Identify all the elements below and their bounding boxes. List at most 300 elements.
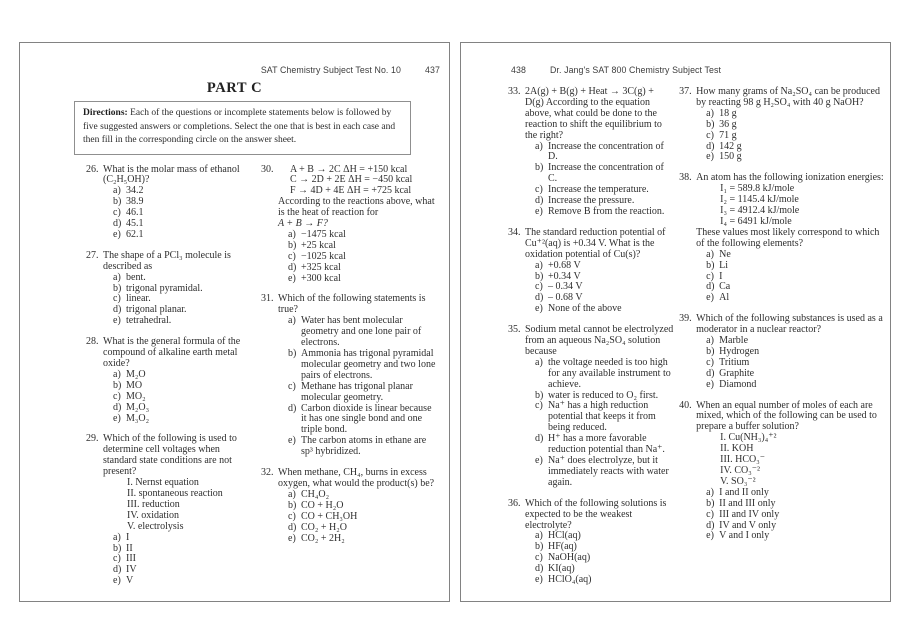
question-body	[103, 337, 256, 424]
choice-label: d)	[706, 281, 715, 293]
choice-text: trigonal planar.	[126, 304, 187, 316]
choice-text: Marble	[719, 335, 749, 347]
question-stem: An atom has the following ionization energies:	[696, 172, 884, 184]
choice-text: III and IV only	[719, 508, 780, 520]
question-body	[525, 228, 674, 315]
running-title: Dr. Jang's SAT 800 Chemistry Subject Test	[549, 65, 722, 75]
choice-label: a)	[706, 107, 714, 119]
answer-choice	[103, 392, 256, 403]
choice-text: The carbon atoms in ethane are sp³ hybridized.	[301, 435, 427, 458]
roman-item: III. reduction	[127, 498, 180, 510]
right-running-header	[461, 65, 890, 75]
choices	[525, 358, 674, 489]
choice-text: tetrahedral.	[126, 315, 172, 327]
choice-label: d)	[288, 521, 297, 533]
answer-choice	[696, 131, 890, 142]
question-number: 29.	[86, 433, 99, 445]
choice-label: e)	[113, 412, 121, 424]
answer-choice	[278, 349, 437, 382]
choice-label: e)	[535, 574, 543, 586]
choice-text: – 0.68 V	[548, 292, 583, 304]
right-page-columns	[508, 87, 890, 596]
question-body	[525, 87, 674, 218]
choice-label: c)	[535, 184, 543, 196]
choice-text: Ca	[719, 281, 731, 293]
question-column	[508, 87, 674, 596]
page-number: 437	[425, 65, 440, 75]
question-number: 33.	[508, 86, 521, 97]
choice-text: Increase the concentration of C.	[548, 162, 664, 185]
choice-text: IV and V only	[719, 519, 777, 531]
question	[86, 434, 256, 587]
question	[261, 165, 437, 285]
choice-label: d)	[288, 261, 297, 273]
question-number: 34.	[508, 226, 521, 238]
choices	[696, 488, 890, 543]
choice-text: Diamond	[719, 378, 757, 390]
choice-text: I	[126, 531, 130, 543]
choice-text: 45.1	[126, 218, 144, 230]
choice-label: a)	[113, 185, 121, 197]
equation-line: F → 4D + 4E ΔH = +725 kcal	[290, 185, 412, 197]
choice-label: e)	[706, 292, 714, 304]
choice-text: Carbon dioxide is linear because it has one single bond and one triple bond.	[301, 402, 432, 436]
choice-text: Increase the concentration of D.	[548, 140, 664, 163]
choices	[525, 261, 674, 316]
question-number: 31.	[261, 293, 274, 305]
equation-block	[278, 165, 437, 198]
choice-label: d)	[288, 402, 297, 414]
question-stem: Which of the following statements is true?	[278, 293, 426, 316]
choice-text: 38.9	[126, 196, 144, 208]
choice-text: trigonal pyramidal.	[126, 282, 203, 294]
answer-choice	[696, 261, 890, 272]
choice-label: d)	[706, 367, 715, 379]
choice-label: c)	[706, 508, 714, 520]
choice-label: d)	[706, 140, 715, 152]
choice-label: e)	[706, 378, 714, 390]
choice-text: I and II only	[719, 486, 769, 498]
choice-label: b)	[535, 162, 544, 174]
answer-choice	[525, 142, 674, 164]
choice-text: CH₄O₂	[301, 488, 330, 500]
left-page-columns	[86, 165, 449, 598]
choice-label: d)	[113, 304, 122, 316]
answer-choice	[103, 316, 256, 327]
choice-text: water is reduced to O₂ first.	[548, 389, 659, 401]
answer-choice	[696, 293, 890, 304]
choice-label: c)	[113, 390, 121, 402]
choice-text: V	[126, 575, 134, 587]
choice-text: CO + H₂O	[301, 499, 344, 511]
answer-choice	[103, 403, 256, 414]
choice-text: Hydrogen	[719, 345, 760, 357]
choices	[278, 490, 437, 545]
answer-choice	[278, 263, 437, 274]
choice-text: 71 g	[719, 129, 737, 141]
choice-label: d)	[535, 433, 544, 445]
choice-label: e)	[113, 575, 121, 587]
answer-choice	[103, 576, 256, 587]
choice-label: b)	[113, 379, 122, 391]
question-number: 30.	[261, 163, 274, 175]
question-number: 26.	[86, 163, 99, 175]
answer-choice	[696, 152, 890, 163]
choice-label: c)	[288, 380, 296, 392]
choices	[103, 186, 256, 241]
left-page	[19, 42, 450, 602]
choice-text: 18 g	[719, 107, 737, 119]
question-column	[86, 165, 256, 598]
choice-text: +0.68 V	[548, 259, 581, 271]
question	[679, 173, 890, 304]
left-running-header	[20, 65, 449, 75]
choice-label: c)	[706, 356, 714, 368]
choice-text: +325 kcal	[301, 261, 341, 273]
answer-choice	[525, 575, 674, 586]
right-page	[460, 42, 891, 602]
roman-item: IV. CO₃⁻²	[720, 465, 761, 476]
roman-item: I. Nernst equation	[127, 477, 199, 489]
choice-text: Li	[719, 259, 729, 271]
answer-choice	[278, 436, 437, 458]
answer-choice	[278, 512, 437, 523]
choice-label: c)	[288, 510, 296, 522]
answer-choice	[525, 304, 674, 315]
question	[508, 87, 674, 218]
choices	[103, 273, 256, 328]
roman-item: I₃ = 4912.4 kJ/mole	[720, 205, 800, 217]
question	[679, 87, 890, 163]
choice-label: a)	[535, 140, 543, 152]
choice-label: a)	[113, 531, 121, 543]
choice-label: b)	[706, 118, 715, 130]
answer-choice	[278, 316, 437, 349]
question-body	[525, 325, 674, 489]
choice-text: Remove B from the reaction.	[548, 205, 665, 217]
choice-label: b)	[113, 542, 122, 554]
question-number: 35.	[508, 324, 521, 336]
choice-text: 150 g	[719, 151, 742, 163]
question-body	[278, 294, 437, 458]
choice-label: c)	[706, 270, 714, 282]
choice-text: I	[719, 270, 723, 282]
choice-text: M₂O	[126, 368, 146, 380]
answer-choice	[103, 273, 256, 284]
choice-text: Graphite	[719, 367, 755, 379]
question-body	[103, 251, 256, 327]
choice-text: II	[126, 542, 133, 554]
question-number: 27.	[86, 249, 99, 261]
choice-text: M₃O₂	[126, 412, 150, 424]
choices	[525, 531, 674, 586]
choice-text: Ne	[719, 248, 731, 260]
question-number: 37.	[679, 86, 692, 97]
question-stem: Which of the following is used to determine cell voltages when standard state conditions are not present?	[103, 433, 237, 478]
choice-label: a)	[535, 259, 543, 271]
question-stem-continued: These values most likely correspond to which of the following elements?	[696, 226, 880, 249]
choice-label: e)	[288, 272, 296, 284]
question-stem: The shape of a PCl₃ molecule is described as	[103, 249, 231, 272]
question-stem-italic: A + B → F?	[278, 218, 328, 230]
choice-text: HCl(aq)	[548, 530, 581, 542]
question	[508, 228, 674, 315]
choice-label: d)	[535, 563, 544, 575]
answer-choice	[525, 401, 674, 434]
choice-label: d)	[113, 564, 122, 576]
section-title: PART C	[206, 80, 263, 96]
question-number: 39.	[679, 313, 692, 325]
question-body	[696, 314, 890, 390]
choice-text: 142 g	[719, 140, 742, 152]
question	[508, 499, 674, 586]
roman-list	[696, 433, 890, 488]
question	[679, 314, 890, 390]
question	[86, 251, 256, 327]
question	[508, 325, 674, 489]
choice-text: +300 kcal	[301, 272, 341, 284]
choice-text: Ammonia has trigonal pyramidal molecular geometry and two lone pairs of electrons.	[301, 348, 436, 381]
roman-item: V. SO₃⁻²	[720, 475, 756, 487]
answer-choice	[525, 163, 674, 185]
answer-choice	[278, 404, 437, 437]
question-number: 32.	[261, 467, 274, 479]
choice-label: c)	[288, 250, 296, 262]
roman-item: V. electrolysis	[127, 520, 184, 532]
answer-choice	[525, 358, 674, 391]
answer-choice	[525, 261, 674, 272]
choice-label: a)	[288, 488, 296, 500]
answer-choice	[278, 523, 437, 534]
directions-text: Each of the questions or incomplete statements below is followed by five suggested answers or completions. Select the one that is best in each case and then fill in the corresponding circle on the answer sheet.	[83, 108, 396, 145]
choice-label: b)	[535, 389, 544, 401]
answer-choice	[103, 533, 256, 544]
choice-label: a)	[535, 356, 543, 368]
answer-choice	[525, 207, 674, 218]
answer-choice	[525, 434, 674, 456]
choice-text: HClO₄(aq)	[548, 574, 592, 586]
choice-text: CO + CH₃OH	[301, 510, 358, 522]
choices	[696, 250, 890, 305]
choice-label: e)	[288, 435, 296, 447]
roman-list	[696, 184, 890, 228]
choice-text: linear.	[126, 293, 151, 305]
question-body	[103, 434, 256, 587]
choice-text: HF(aq)	[548, 541, 577, 553]
question-body	[696, 87, 890, 163]
question-number: 38.	[679, 172, 692, 184]
choice-text: 62.1	[126, 228, 144, 240]
choice-text: Na⁺ does electrolyze, but it immediately reacts with water again.	[548, 455, 669, 488]
question-body	[696, 401, 890, 543]
answer-choice	[278, 534, 437, 545]
choice-text: 36 g	[719, 118, 737, 130]
roman-item: I. Cu(NH₃)₄⁺²	[720, 432, 777, 444]
equation-line: C → 2D + 2E ΔH = −450 kcal	[290, 174, 413, 186]
choice-text: Increase the temperature.	[548, 184, 649, 196]
choice-label: a)	[535, 530, 543, 542]
choices	[696, 109, 890, 164]
directions-box	[74, 101, 411, 155]
answer-choice	[696, 531, 890, 542]
answer-choice	[103, 414, 256, 425]
choice-label: b)	[706, 345, 715, 357]
choice-label: e)	[535, 205, 543, 217]
choice-text: +0.34 V	[548, 270, 581, 282]
question	[261, 468, 437, 544]
question-stem: When an equal number of moles of each are mixed, which of the following can be used to prepare a buffer solution?	[696, 399, 877, 433]
choice-text: MO₂	[126, 390, 146, 402]
question-stem: Sodium metal cannot be electrolyzed from an aqueous Na₂SO₄ solution because	[525, 324, 674, 357]
question	[679, 401, 890, 543]
question-stem: How many grams of Na₂SO₄ can be produced by reacting 98 g H₂SO₄ with 40 g NaOH?	[696, 86, 880, 108]
choice-label: a)	[706, 248, 714, 260]
choice-label: d)	[535, 292, 544, 304]
question-column	[679, 87, 890, 596]
question-stem: When methane, CH₄, burns in excess oxygen, what would the product(s) be?	[278, 467, 435, 489]
question-body	[278, 468, 437, 544]
choice-label: a)	[113, 271, 121, 283]
choices	[278, 316, 437, 458]
choice-text: −1475 kcal	[301, 228, 346, 240]
choice-label: d)	[113, 401, 122, 413]
question-number: 28.	[86, 336, 99, 348]
choice-label: b)	[113, 282, 122, 294]
choice-label: d)	[706, 519, 715, 531]
choice-label: e)	[113, 228, 121, 240]
choice-label: a)	[288, 315, 296, 327]
choices	[278, 230, 437, 285]
running-title: SAT Chemistry Subject Test No. 10	[260, 65, 402, 75]
roman-item: III. HCO₃⁻	[720, 454, 765, 466]
choice-label: b)	[288, 239, 297, 251]
question-stem: According to the reactions above, what is the heat of reaction for	[278, 196, 435, 219]
choice-text: NaOH(aq)	[548, 552, 591, 564]
choice-text: KI(aq)	[548, 563, 575, 575]
answer-choice	[696, 380, 890, 391]
roman-item: II. spontaneous reaction	[127, 487, 223, 499]
choice-label: d)	[535, 195, 544, 207]
choice-label: e)	[535, 303, 543, 315]
choice-label: c)	[535, 400, 543, 412]
answer-choice	[525, 456, 674, 489]
answer-choice	[103, 230, 256, 241]
question-stem: 2A(g) + B(g) + Heat → 3C(g) + D(g) According to the equation above, what could be done to the reaction to shift the equilibrium to the right?	[525, 86, 662, 141]
choice-label: e)	[113, 315, 121, 327]
answer-choice	[278, 382, 437, 404]
choice-text: Increase the pressure.	[548, 195, 635, 207]
choice-label: b)	[113, 196, 122, 208]
question-stem: Which of the following substances is used as a moderator in a nuclear reactor?	[696, 313, 883, 336]
choice-label: a)	[706, 486, 714, 498]
question-column	[261, 165, 437, 598]
roman-item: I₄ = 6491 kJ/mole	[720, 215, 792, 227]
question-body	[525, 499, 674, 586]
choice-label: e)	[706, 530, 714, 542]
choice-text: 34.2	[126, 185, 144, 197]
answer-choice	[696, 499, 890, 510]
choice-label: c)	[113, 293, 121, 305]
equation-line: A + B → 2C ΔH = +150 kcal	[290, 163, 408, 175]
choice-label: b)	[706, 259, 715, 271]
choice-text: +25 kcal	[301, 239, 336, 251]
choice-text: Methane has trigonal planar molecular geometry.	[301, 380, 413, 403]
choice-text: IV	[126, 564, 137, 576]
choice-label: b)	[706, 497, 715, 509]
roman-item: IV. oxidation	[127, 509, 180, 521]
choices	[103, 533, 256, 588]
choice-text: M₂O₃	[126, 401, 150, 413]
answer-choice	[696, 250, 890, 261]
choice-text: II and III only	[719, 497, 776, 509]
choice-label: b)	[535, 541, 544, 553]
choice-label: b)	[288, 348, 297, 359]
question-stem: The standard reduction potential of Cu⁺²(aq) is +0.34 V. What is the oxidation potential of Cu(s)?	[525, 226, 666, 260]
choice-label: a)	[288, 228, 296, 240]
choice-label: c)	[706, 129, 714, 141]
question	[86, 165, 256, 241]
choice-label: d)	[113, 218, 122, 230]
choice-label: b)	[535, 270, 544, 282]
answer-choice	[278, 274, 437, 285]
question-stem: Which of the following solutions is expected to be the weakest electrolyte?	[525, 497, 667, 531]
question-body	[696, 173, 890, 304]
choice-label: e)	[288, 532, 296, 544]
choices	[696, 336, 890, 391]
choice-text: Al	[719, 292, 730, 304]
answer-choice	[696, 120, 890, 131]
choice-text: CO₂ + 2H₂	[301, 532, 345, 544]
question-body	[103, 165, 256, 241]
choice-text: CO₂ + H₂O	[301, 521, 347, 533]
roman-item: II. KOH	[720, 443, 754, 455]
choice-text: bent.	[126, 271, 146, 283]
roman-item: I₂ = 1145.4 kJ/mole	[720, 194, 799, 206]
choice-label: c)	[535, 281, 543, 293]
choice-text: −1025 kcal	[301, 250, 346, 262]
choice-text: None of the above	[548, 303, 622, 315]
choice-text: V and I only	[719, 530, 770, 542]
choice-text: III	[126, 553, 136, 565]
question-number: 36.	[508, 497, 521, 509]
choice-text: H⁺ has a more favorable reduction potential than Na⁺.	[548, 433, 665, 456]
question-stem: What is the general formula of the compound of alkaline earth metal oxide?	[103, 336, 241, 369]
choice-label: c)	[535, 552, 543, 564]
question-body	[278, 165, 437, 285]
question-number: 40.	[679, 399, 692, 411]
choice-text: MO	[126, 379, 143, 391]
choice-text: Na⁺ has a high reduction potential that keeps it from being reduced.	[548, 400, 656, 434]
roman-item: I₁ = 589.8 kJ/mole	[720, 183, 795, 195]
choice-label: e)	[535, 455, 543, 466]
choice-text: Water has bent molecular geometry and one lone pair of electrons.	[301, 315, 422, 349]
choice-label: e)	[706, 151, 714, 163]
choice-text: 46.1	[126, 207, 144, 219]
answer-choice	[696, 510, 890, 521]
choice-label: c)	[113, 207, 121, 219]
choice-text: the voltage needed is too high for any available instrument to achieve.	[548, 356, 671, 390]
choice-label: a)	[706, 335, 714, 347]
choices	[103, 370, 256, 425]
roman-list	[103, 478, 256, 533]
question-stem: What is the molar mass of ethanol (C₂H₅OH)?	[103, 163, 240, 186]
choice-label: c)	[113, 553, 121, 565]
choices	[525, 142, 674, 218]
choice-text: Tritium	[719, 356, 750, 368]
choice-label: a)	[113, 368, 121, 380]
question	[261, 294, 437, 458]
question	[86, 337, 256, 424]
